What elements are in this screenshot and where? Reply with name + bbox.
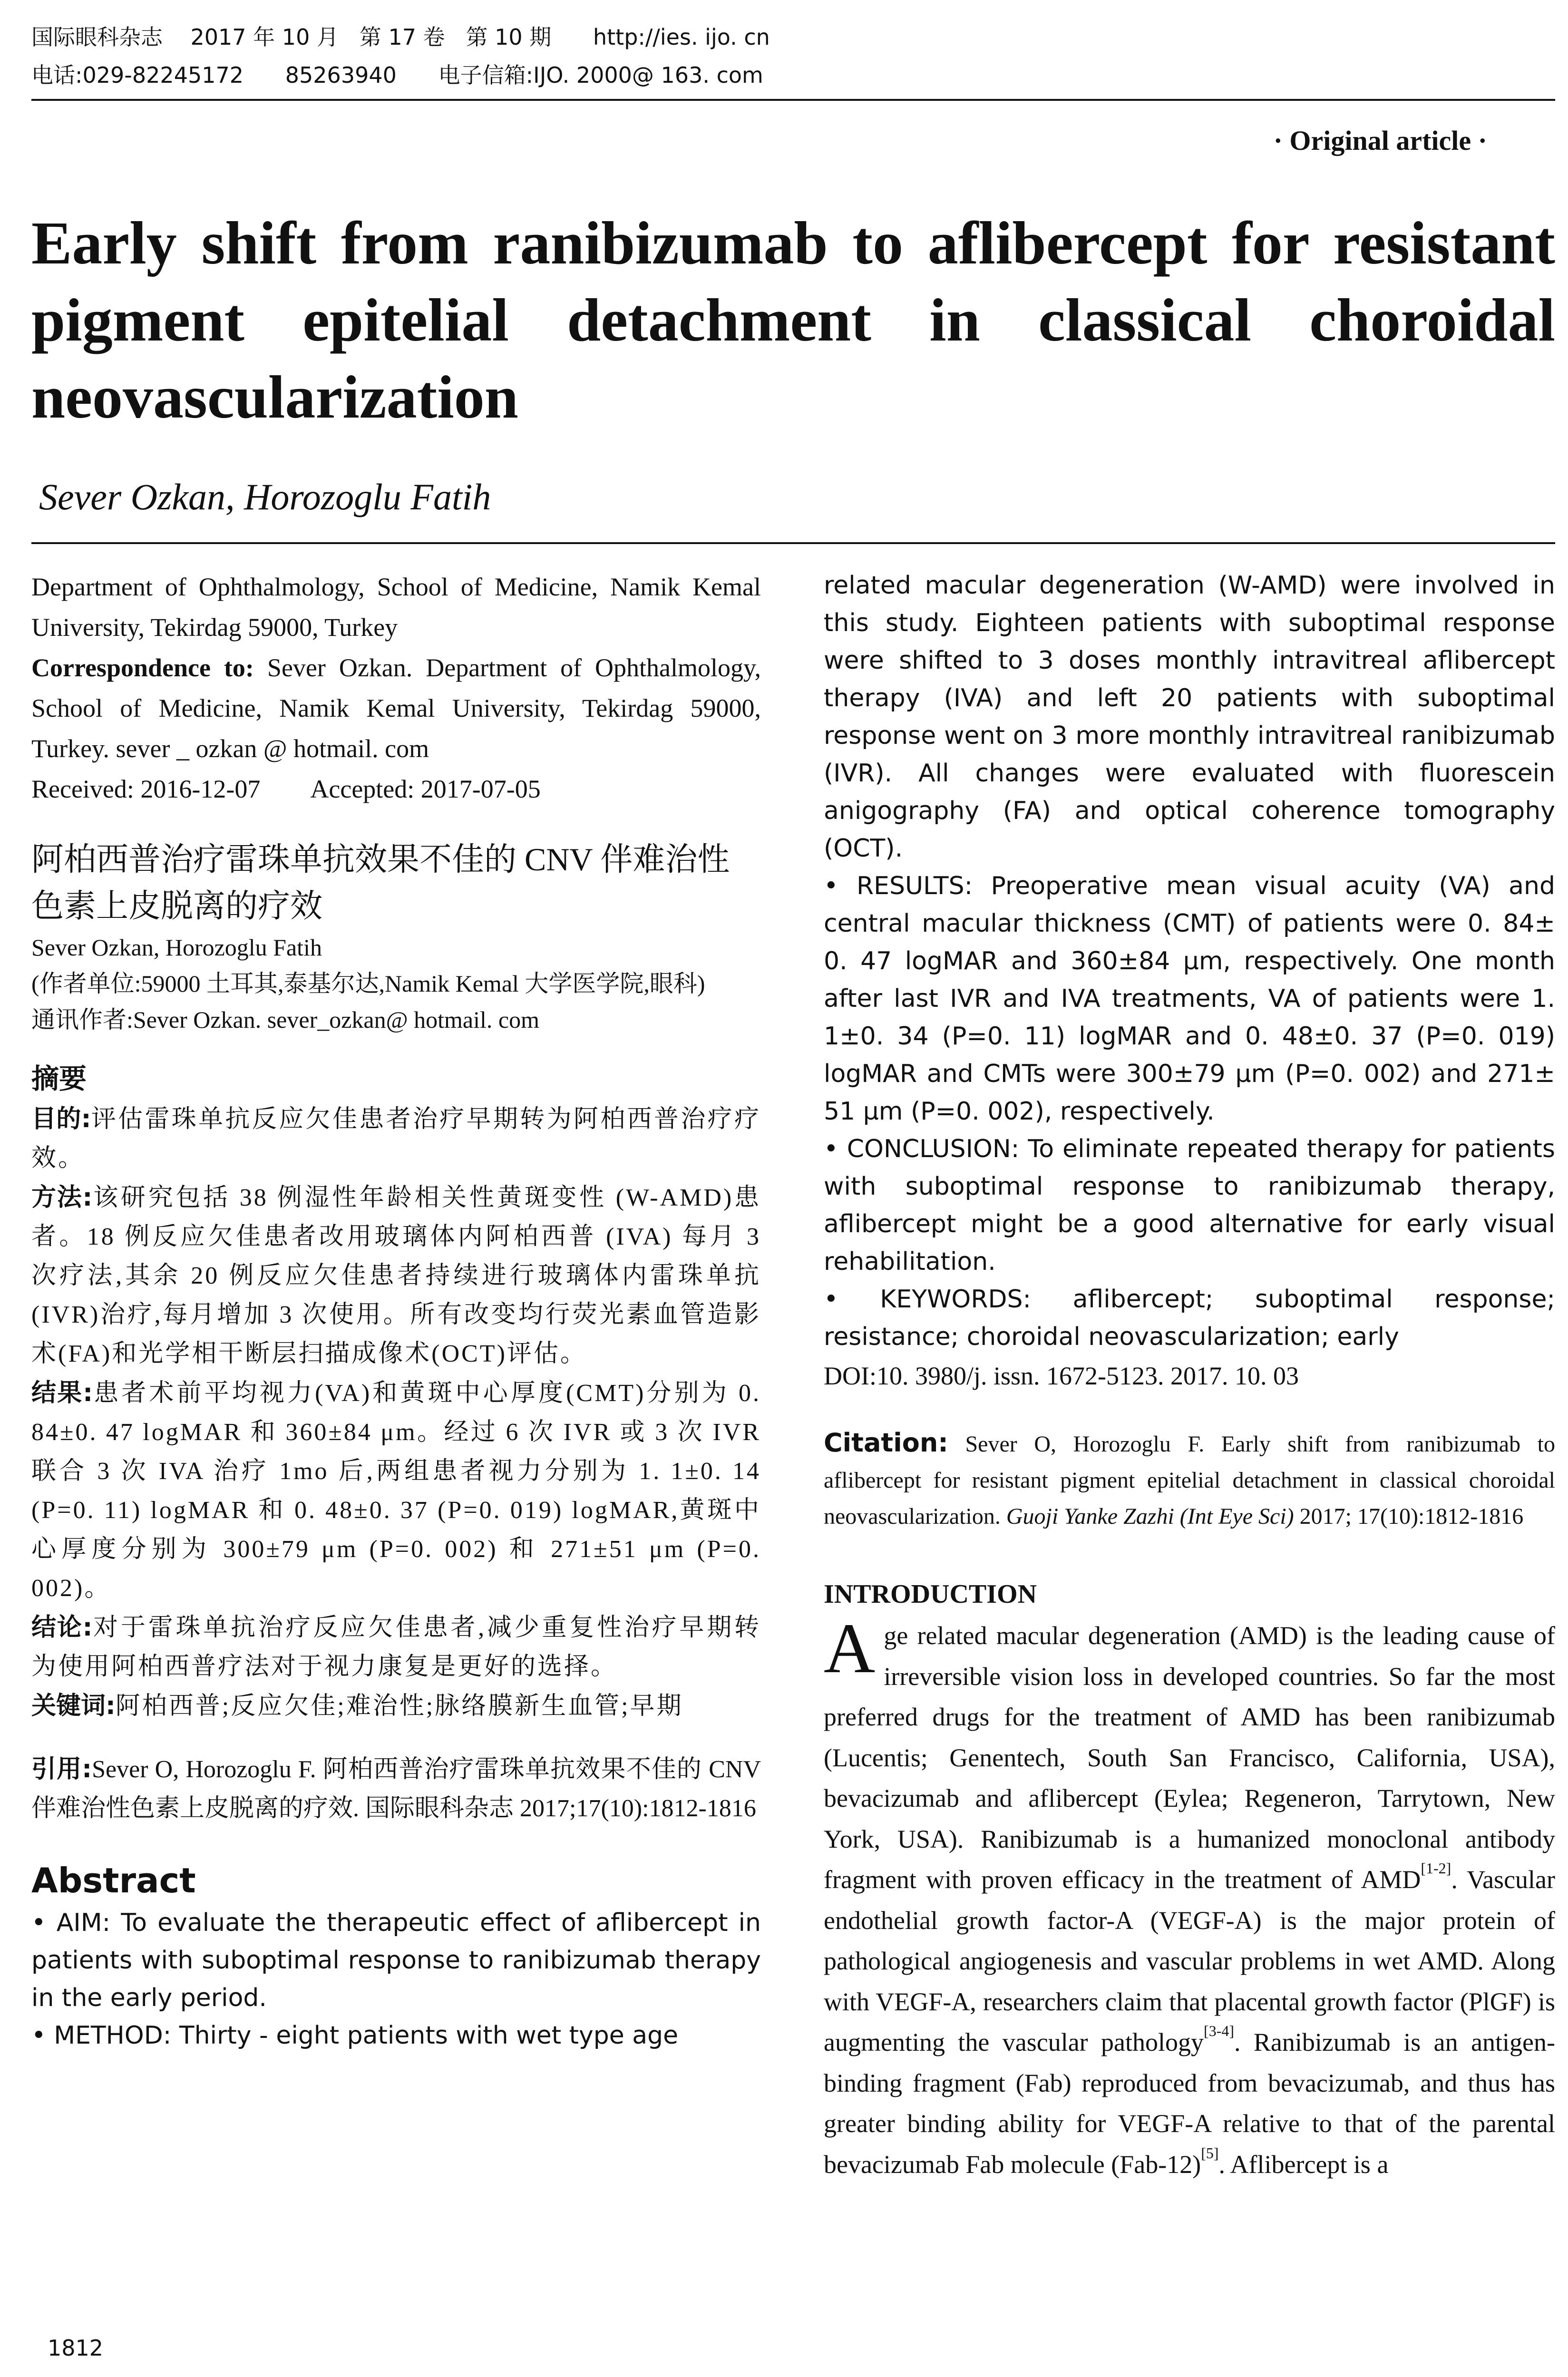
cn-results-label: 结果:	[31, 1379, 93, 1407]
citation-label: Citation:	[824, 1428, 948, 1458]
citation-text-b: 2017; 17(10):1812-1816	[1299, 1504, 1524, 1529]
cn-conclusion-text: 对于雷珠单抗治疗反应欠佳患者,减少重复性治疗早期转为使用阿柏西普疗法对于视力康复是更好的选择。	[31, 1614, 761, 1680]
introduction-paragraph	[824, 1609, 1555, 2185]
doi: DOI:10. 3980/j. issn. 1672-5123. 2017. 10. 03	[824, 1362, 1299, 1390]
correspondence-text: Sever Ozkan. Department of Ophthalmology, School of Medicine, Namik Kemal University, Tekirdag 59000, Turkey. sever _ ozkan @ hotmail. com	[31, 653, 761, 763]
abstract-aim: • AIM: To evaluate the therapeutic effect of aflibercept in patients with suboptimal response to ranibizumab therapy in the early period.	[31, 1909, 761, 2012]
intro-text-1: ge related macular degeneration (AMD) is the leading cause of irreversible vision loss in developed countries. So far the most preferred drugs for the treatment of AMD has been ranibizumab (Lucentis; Genentech, South San Francisco, California, USA), bevacizumab and aflibercept (Eylea; Regeneron, Tarrytown, New York, USA). Ranibizumab is a humanized monoclonal antibody fragment with proven efficacy in the treatment of AMD	[824, 1621, 1555, 1894]
cn-aim-text: 评估雷珠单抗反应欠佳患者治疗早期转为阿柏西普治疗疗效。	[31, 1106, 761, 1172]
citation-journal: Guoji Yanke Zazhi (Int Eye Sci)	[1006, 1504, 1294, 1529]
cn-citation-label: 引用:	[31, 1755, 92, 1783]
abstract-keywords: • KEYWORDS: aflibercept; suboptimal response; resistance; choroidal neovascularization; early	[824, 1285, 1555, 1351]
correspondence-label: Correspondence to:	[31, 653, 254, 682]
cn-method-label: 方法:	[31, 1183, 93, 1212]
article-type: · Original article ·	[1273, 125, 1487, 156]
cn-aim	[31, 1100, 761, 1178]
abstract-results: • RESULTS: Preoperative mean visual acuity (VA) and central macular thickness (CMT) of patients were 0. 84± 0. 47 logMAR and 360±84 μm, respectively. One month after last IVR and IVA treatments, VA of patients were 1. 1±0. 34 (P=0. 11) logMAR and 0. 48±0. 37 (P=0. 019) logMAR and CMTs were 300±79 μm (P=0. 002) and 271± 51 μm (P=0. 002), respectively.	[824, 872, 1555, 1126]
cn-results-text: 患者术前平均视力(VA)和黄斑中心厚度(CMT)分别为 0. 84±0. 47 logMAR 和 360±84 μm。经过 6 次 IVR 或 3 次 IVR 联合 3 次 IVA 治疗 1mo 后,两组患者视力分别为 1. 1±0. 14 (P=0. 11) logMAR 和 0. 48±0. 37 (P=0. 019) logMAR,黄斑中心厚度分别为 300±79 μm (P=0. 002) 和 271±51 μm (P=0. 002)。	[31, 1380, 761, 1602]
correspondence	[31, 648, 761, 769]
reference-1-2: [1-2]	[1421, 1860, 1451, 1877]
cn-citation-text: Sever O, Horozoglu F. 阿柏西普治疗雷珠单抗效果不佳的 CNV 伴难治性色素上皮脱离的疗效. 国际眼科杂志 2017;17(10):1812-1816	[31, 1756, 761, 1822]
intro-text-4: . Aflibercept is a	[1218, 2150, 1389, 2179]
cn-abstract-heading: 摘要	[31, 1062, 87, 1095]
cn-aim-label: 目的:	[31, 1105, 91, 1133]
intro-text-3: . Ranibizumab is an antigen-binding fragment (Fab) reproduced from bevacizumab, and thus has greater binding ability for VEGF-A relative to that of the parental bevacizumab Fab molecule (Fab-12)	[824, 2028, 1555, 2179]
left-column	[31, 567, 761, 2055]
citation-text-a: Sever O, Horozoglu F. Early shift from ranibizumab to aflibercept for resistant pigment epitelial detachment in classical choroidal neovascularization.	[824, 1432, 1556, 1529]
abstract-conclusion: • CONCLUSION: To eliminate repeated therapy for patients with suboptimal response to ranibizumab therapy, aflibercept might be a good alternative for early visual rehabilitation.	[824, 1135, 1555, 1276]
right-column	[824, 567, 1555, 2185]
cn-keywords-text: 阿柏西普;反应欠佳;难治性;脉络膜新生血管;早期	[115, 1693, 683, 1720]
cn-authors: Sever Ozkan, Horozoglu Fatih	[31, 934, 322, 961]
cn-keywords-label: 关键词:	[31, 1692, 116, 1720]
cn-affiliation: (作者单位:59000 土耳其,泰基尔达,Namik Kemal 大学医学院,眼科)	[31, 970, 705, 997]
cn-title: 阿柏西普治疗雷珠单抗效果不佳的 CNV 伴难治性色素上皮脱离的疗效	[31, 841, 730, 924]
cn-results	[31, 1374, 761, 1608]
received-date: Received: 2016-12-07	[31, 775, 261, 803]
abstract-method-start: • METHOD: Thirty - eight patients with wet type age	[31, 2021, 679, 2050]
cn-method-text: 该研究包括 38 例湿性年龄相关性黄斑变性 (W-AMD)患者。18 例反应欠佳患者改用玻璃体内阿柏西普 (IVA) 每月 3 次疗法,其余 20 例反应欠佳患者持续进行玻璃体内雷珠单抗(IVR)治疗,每月增加 3 次使用。所有改变均行荧光素血管造影术(FA)和光学相干断层扫描成像术(OCT)评估。	[31, 1184, 761, 1367]
dates	[31, 769, 761, 809]
header-divider	[31, 99, 1555, 101]
cn-contact: 通讯作者:Sever Ozkan. sever_ozkan@ hotmail. com	[31, 1006, 539, 1033]
authors-divider	[31, 542, 1555, 544]
accepted-date: Accepted: 2017-07-05	[310, 775, 541, 803]
cn-conclusion	[31, 1608, 761, 1686]
abstract-method-cont: related macular degeneration (W-AMD) were involved in this study. Eighteen patients with suboptimal response were shifted to 3 doses monthly intravitreal aflibercept therapy (IVA) and left 20 patients with suboptimal response went on 3 more monthly intravitreal ranibizumab (IVR). All changes were evaluated with fluorescein anigography (FA) and optical coherence tomography (OCT).	[824, 571, 1555, 863]
intro-text-2: . Vascular endothelial growth factor-A (VEGF-A) is the major protein of pathological angiogenesis and vascular problems in wet AMD. Along with VEGF-A, researchers claim that placental growth factor (PlGF) is augmenting the vascular pathology	[824, 1865, 1555, 2056]
drop-cap: A	[824, 1609, 876, 1688]
cn-keywords	[31, 1686, 761, 1726]
cn-conclusion-label: 结论:	[31, 1613, 93, 1642]
citation	[824, 1425, 1555, 1535]
authors: Sever Ozkan, Horozoglu Fatih	[39, 476, 491, 517]
abstract-heading: Abstract	[31, 1861, 196, 1900]
running-header-line2: 电话:029-82245172 85263940 电子信箱:IJO. 2000@ 163. com	[31, 62, 763, 88]
cn-method	[31, 1178, 761, 1374]
article-title: Early shift from ranibizumab to aflibercept for resistant pigment epitelial detachment in classical choroidal neovascularization	[31, 209, 1555, 431]
reference-5: [5]	[1201, 2144, 1219, 2162]
introduction-heading: INTRODUCTION	[824, 1579, 1037, 1609]
running-header-line1: 国际眼科杂志 2017 年 10 月 第 17 卷 第 10 期 http://ies. ijo. cn	[31, 24, 770, 50]
spacer	[31, 1726, 761, 1750]
affiliation: Department of Ophthalmology, School of Medicine, Namik Kemal University, Tekirdag 59000, Turkey	[31, 573, 761, 642]
reference-3-4: [3-4]	[1204, 2022, 1234, 2039]
cn-citation	[31, 1750, 761, 1828]
page-number: 1812	[48, 2335, 104, 2361]
